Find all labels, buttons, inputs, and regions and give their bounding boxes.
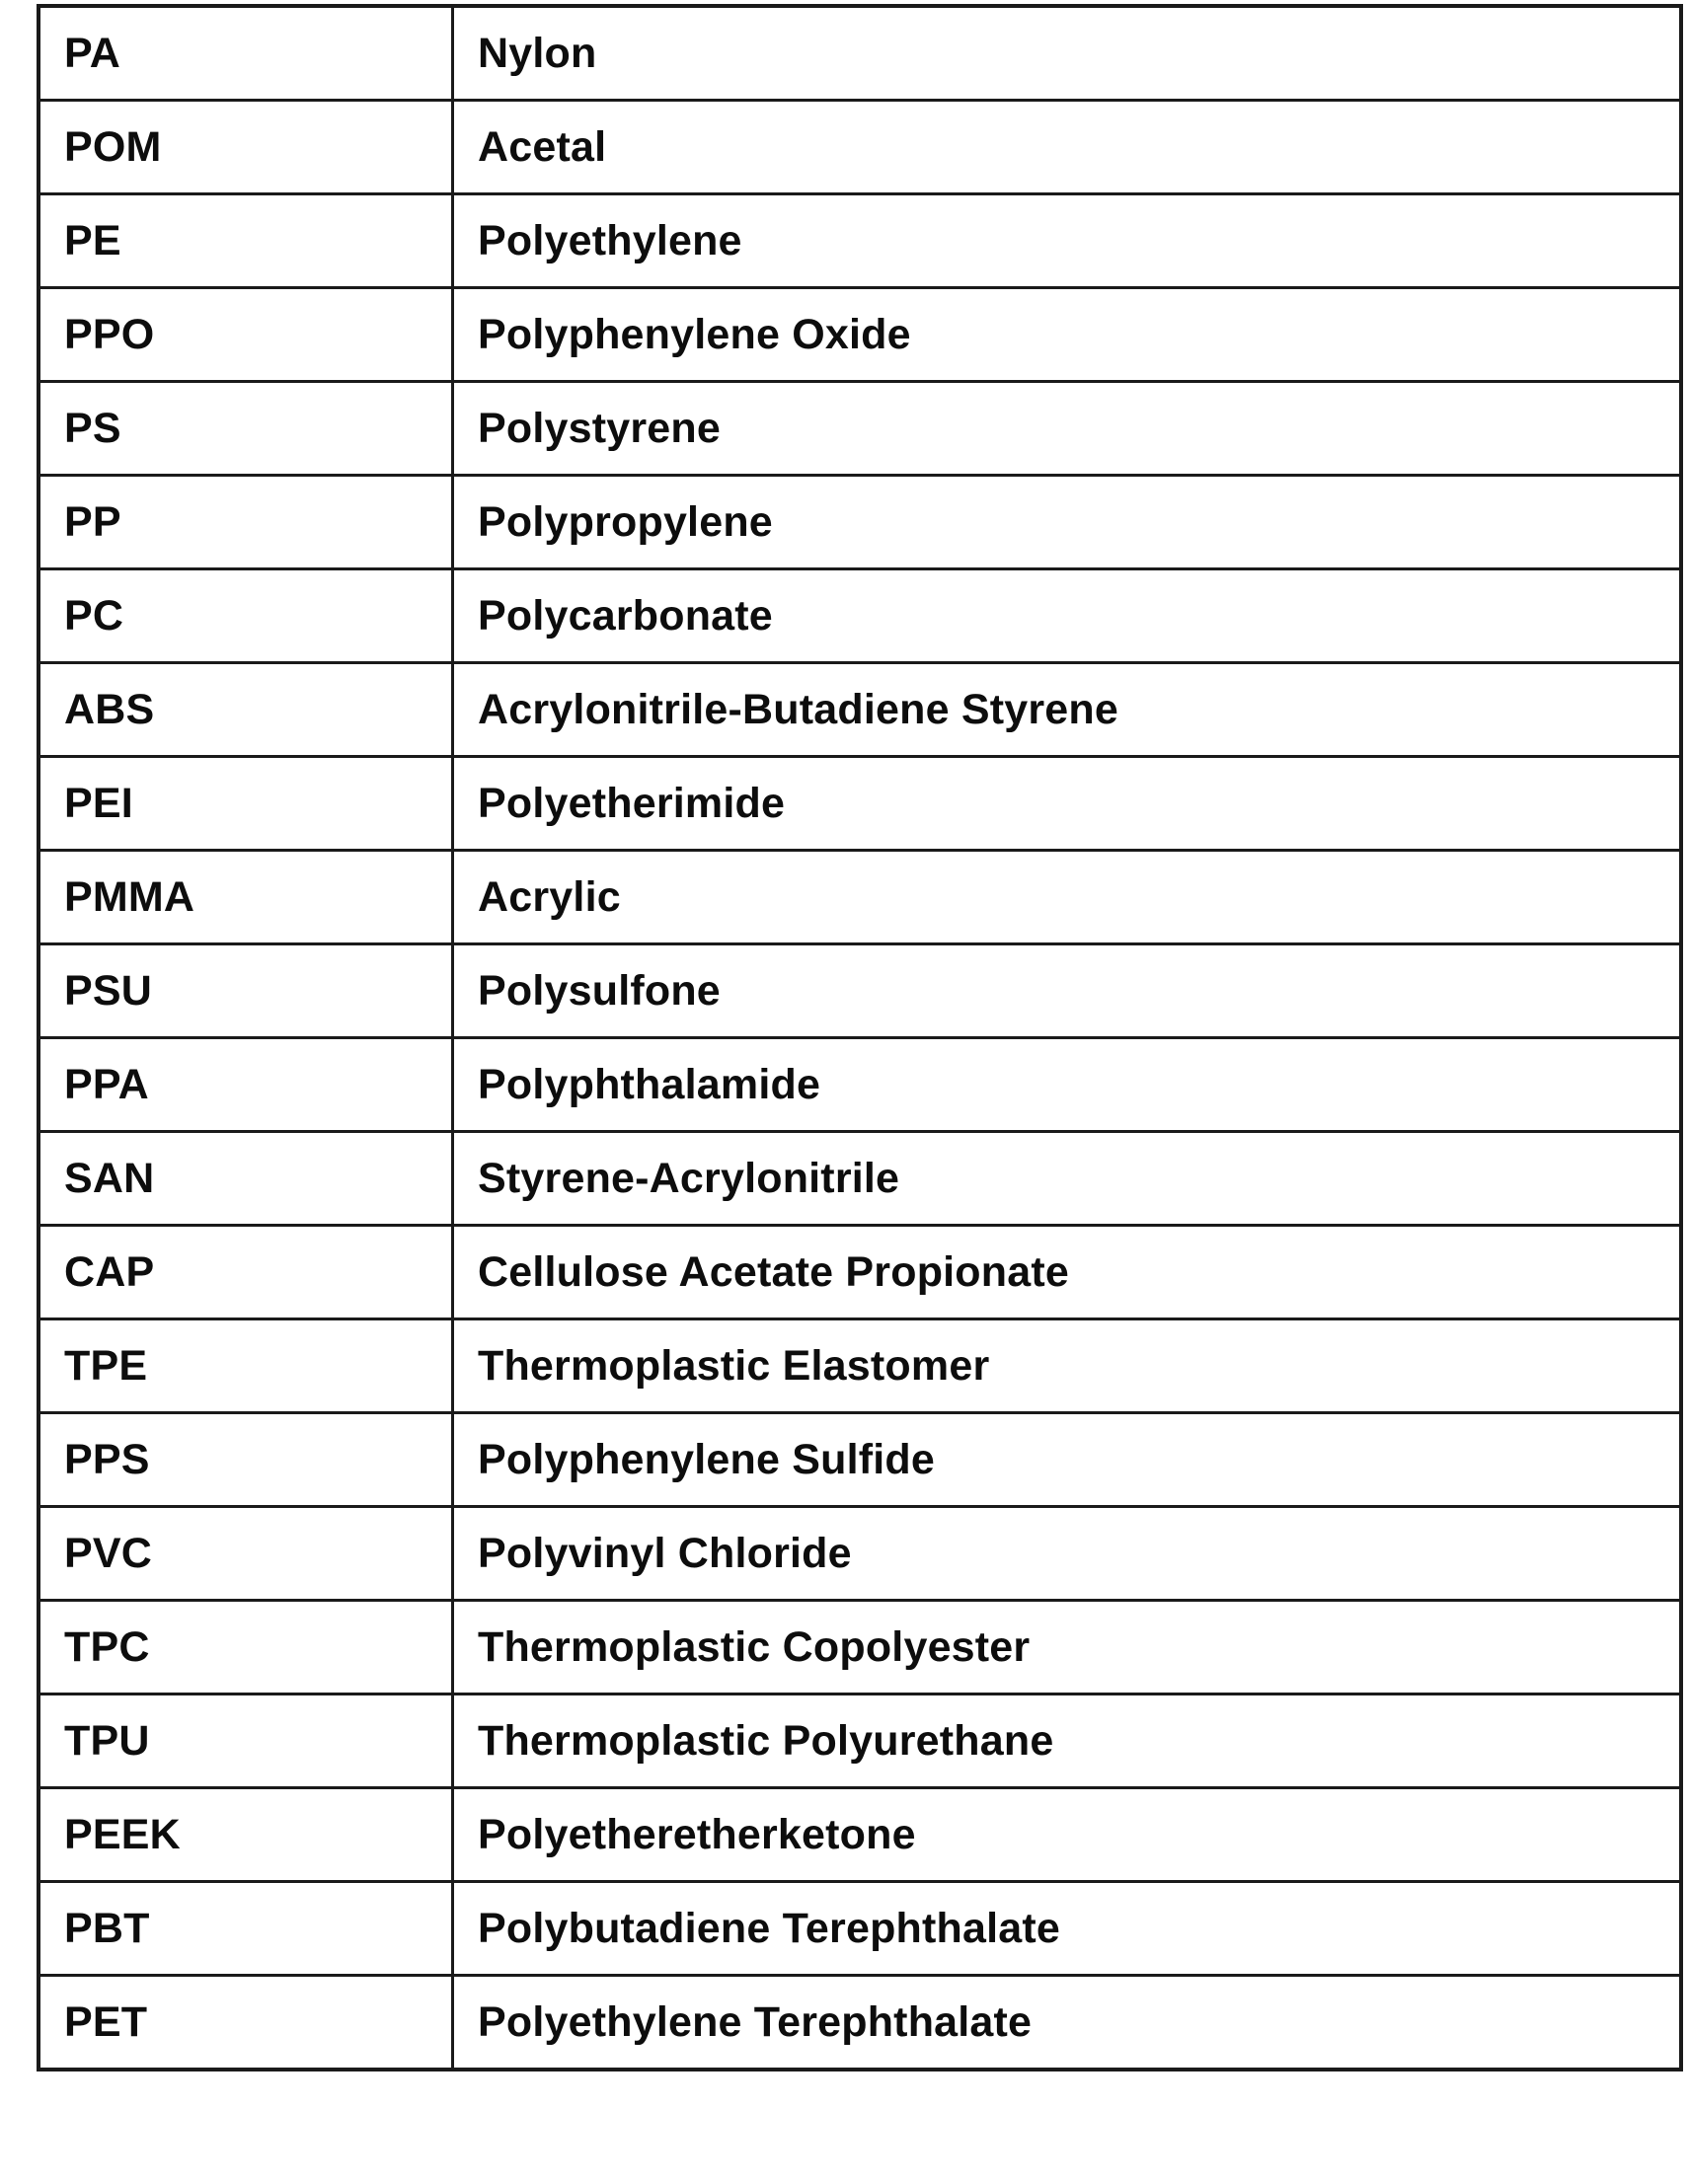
table-row bbox=[38, 6, 1681, 101]
table-row bbox=[38, 1976, 1681, 2071]
material-name-cell: Acrylic bbox=[453, 851, 1682, 944]
abbreviation-cell: TPE bbox=[38, 1319, 453, 1413]
table-row bbox=[38, 288, 1681, 382]
table-row bbox=[38, 1694, 1681, 1788]
table-row bbox=[38, 569, 1681, 663]
table-row bbox=[38, 1132, 1681, 1226]
abbreviation-cell: TPC bbox=[38, 1601, 453, 1694]
table-row bbox=[38, 851, 1681, 944]
abbreviation-cell: ABS bbox=[38, 663, 453, 757]
table-row bbox=[38, 757, 1681, 851]
table-row bbox=[38, 1882, 1681, 1976]
table-row bbox=[38, 944, 1681, 1038]
material-name-cell: Polyvinyl Chloride bbox=[453, 1507, 1682, 1601]
material-name-cell: Polyphthalamide bbox=[453, 1038, 1682, 1132]
table-body bbox=[38, 6, 1681, 2070]
material-name-cell: Polycarbonate bbox=[453, 569, 1682, 663]
table-row bbox=[38, 1226, 1681, 1319]
abbreviation-cell: PS bbox=[38, 382, 453, 476]
table-row bbox=[38, 101, 1681, 194]
table-row bbox=[38, 1038, 1681, 1132]
table-row bbox=[38, 663, 1681, 757]
abbreviation-cell: SAN bbox=[38, 1132, 453, 1226]
abbreviation-cell: PC bbox=[38, 569, 453, 663]
abbreviation-cell: PPO bbox=[38, 288, 453, 382]
abbreviation-cell: POM bbox=[38, 101, 453, 194]
material-name-cell: Cellulose Acetate Propionate bbox=[453, 1226, 1682, 1319]
material-name-cell: Thermoplastic Elastomer bbox=[453, 1319, 1682, 1413]
abbreviation-cell: PA bbox=[38, 6, 453, 101]
material-name-cell: Polysulfone bbox=[453, 944, 1682, 1038]
table-row bbox=[38, 1319, 1681, 1413]
table-row bbox=[38, 194, 1681, 288]
abbreviation-cell: PVC bbox=[38, 1507, 453, 1601]
plastics-abbreviation-table bbox=[37, 4, 1683, 2071]
table-row bbox=[38, 476, 1681, 569]
material-name-cell: Polyetheretherketone bbox=[453, 1788, 1682, 1882]
material-name-cell: Styrene-Acrylonitrile bbox=[453, 1132, 1682, 1226]
abbreviation-cell: TPU bbox=[38, 1694, 453, 1788]
material-name-cell: Acrylonitrile-Butadiene Styrene bbox=[453, 663, 1682, 757]
abbreviation-cell: PEEK bbox=[38, 1788, 453, 1882]
abbreviation-cell: PP bbox=[38, 476, 453, 569]
material-name-cell: Acetal bbox=[453, 101, 1682, 194]
table-row bbox=[38, 382, 1681, 476]
material-name-cell: Polystyrene bbox=[453, 382, 1682, 476]
material-name-cell: Polyetherimide bbox=[453, 757, 1682, 851]
material-name-cell: Thermoplastic Copolyester bbox=[453, 1601, 1682, 1694]
abbreviation-cell: PE bbox=[38, 194, 453, 288]
material-name-cell: Polypropylene bbox=[453, 476, 1682, 569]
abbreviation-cell: CAP bbox=[38, 1226, 453, 1319]
material-name-cell: Polyphenylene Sulfide bbox=[453, 1413, 1682, 1507]
table-row bbox=[38, 1601, 1681, 1694]
material-name-cell: Polyethylene bbox=[453, 194, 1682, 288]
material-name-cell: Nylon bbox=[453, 6, 1682, 101]
abbreviation-cell: PPS bbox=[38, 1413, 453, 1507]
material-name-cell: Polybutadiene Terephthalate bbox=[453, 1882, 1682, 1976]
abbreviation-cell: PSU bbox=[38, 944, 453, 1038]
material-name-cell: Thermoplastic Polyurethane bbox=[453, 1694, 1682, 1788]
table-row bbox=[38, 1788, 1681, 1882]
abbreviation-cell: PET bbox=[38, 1976, 453, 2071]
material-name-cell: Polyphenylene Oxide bbox=[453, 288, 1682, 382]
abbreviation-cell: PMMA bbox=[38, 851, 453, 944]
abbreviation-cell: PBT bbox=[38, 1882, 453, 1976]
abbreviation-cell: PPA bbox=[38, 1038, 453, 1132]
table-row bbox=[38, 1413, 1681, 1507]
material-name-cell: Polyethylene Terephthalate bbox=[453, 1976, 1682, 2071]
abbreviation-cell: PEI bbox=[38, 757, 453, 851]
table-row bbox=[38, 1507, 1681, 1601]
